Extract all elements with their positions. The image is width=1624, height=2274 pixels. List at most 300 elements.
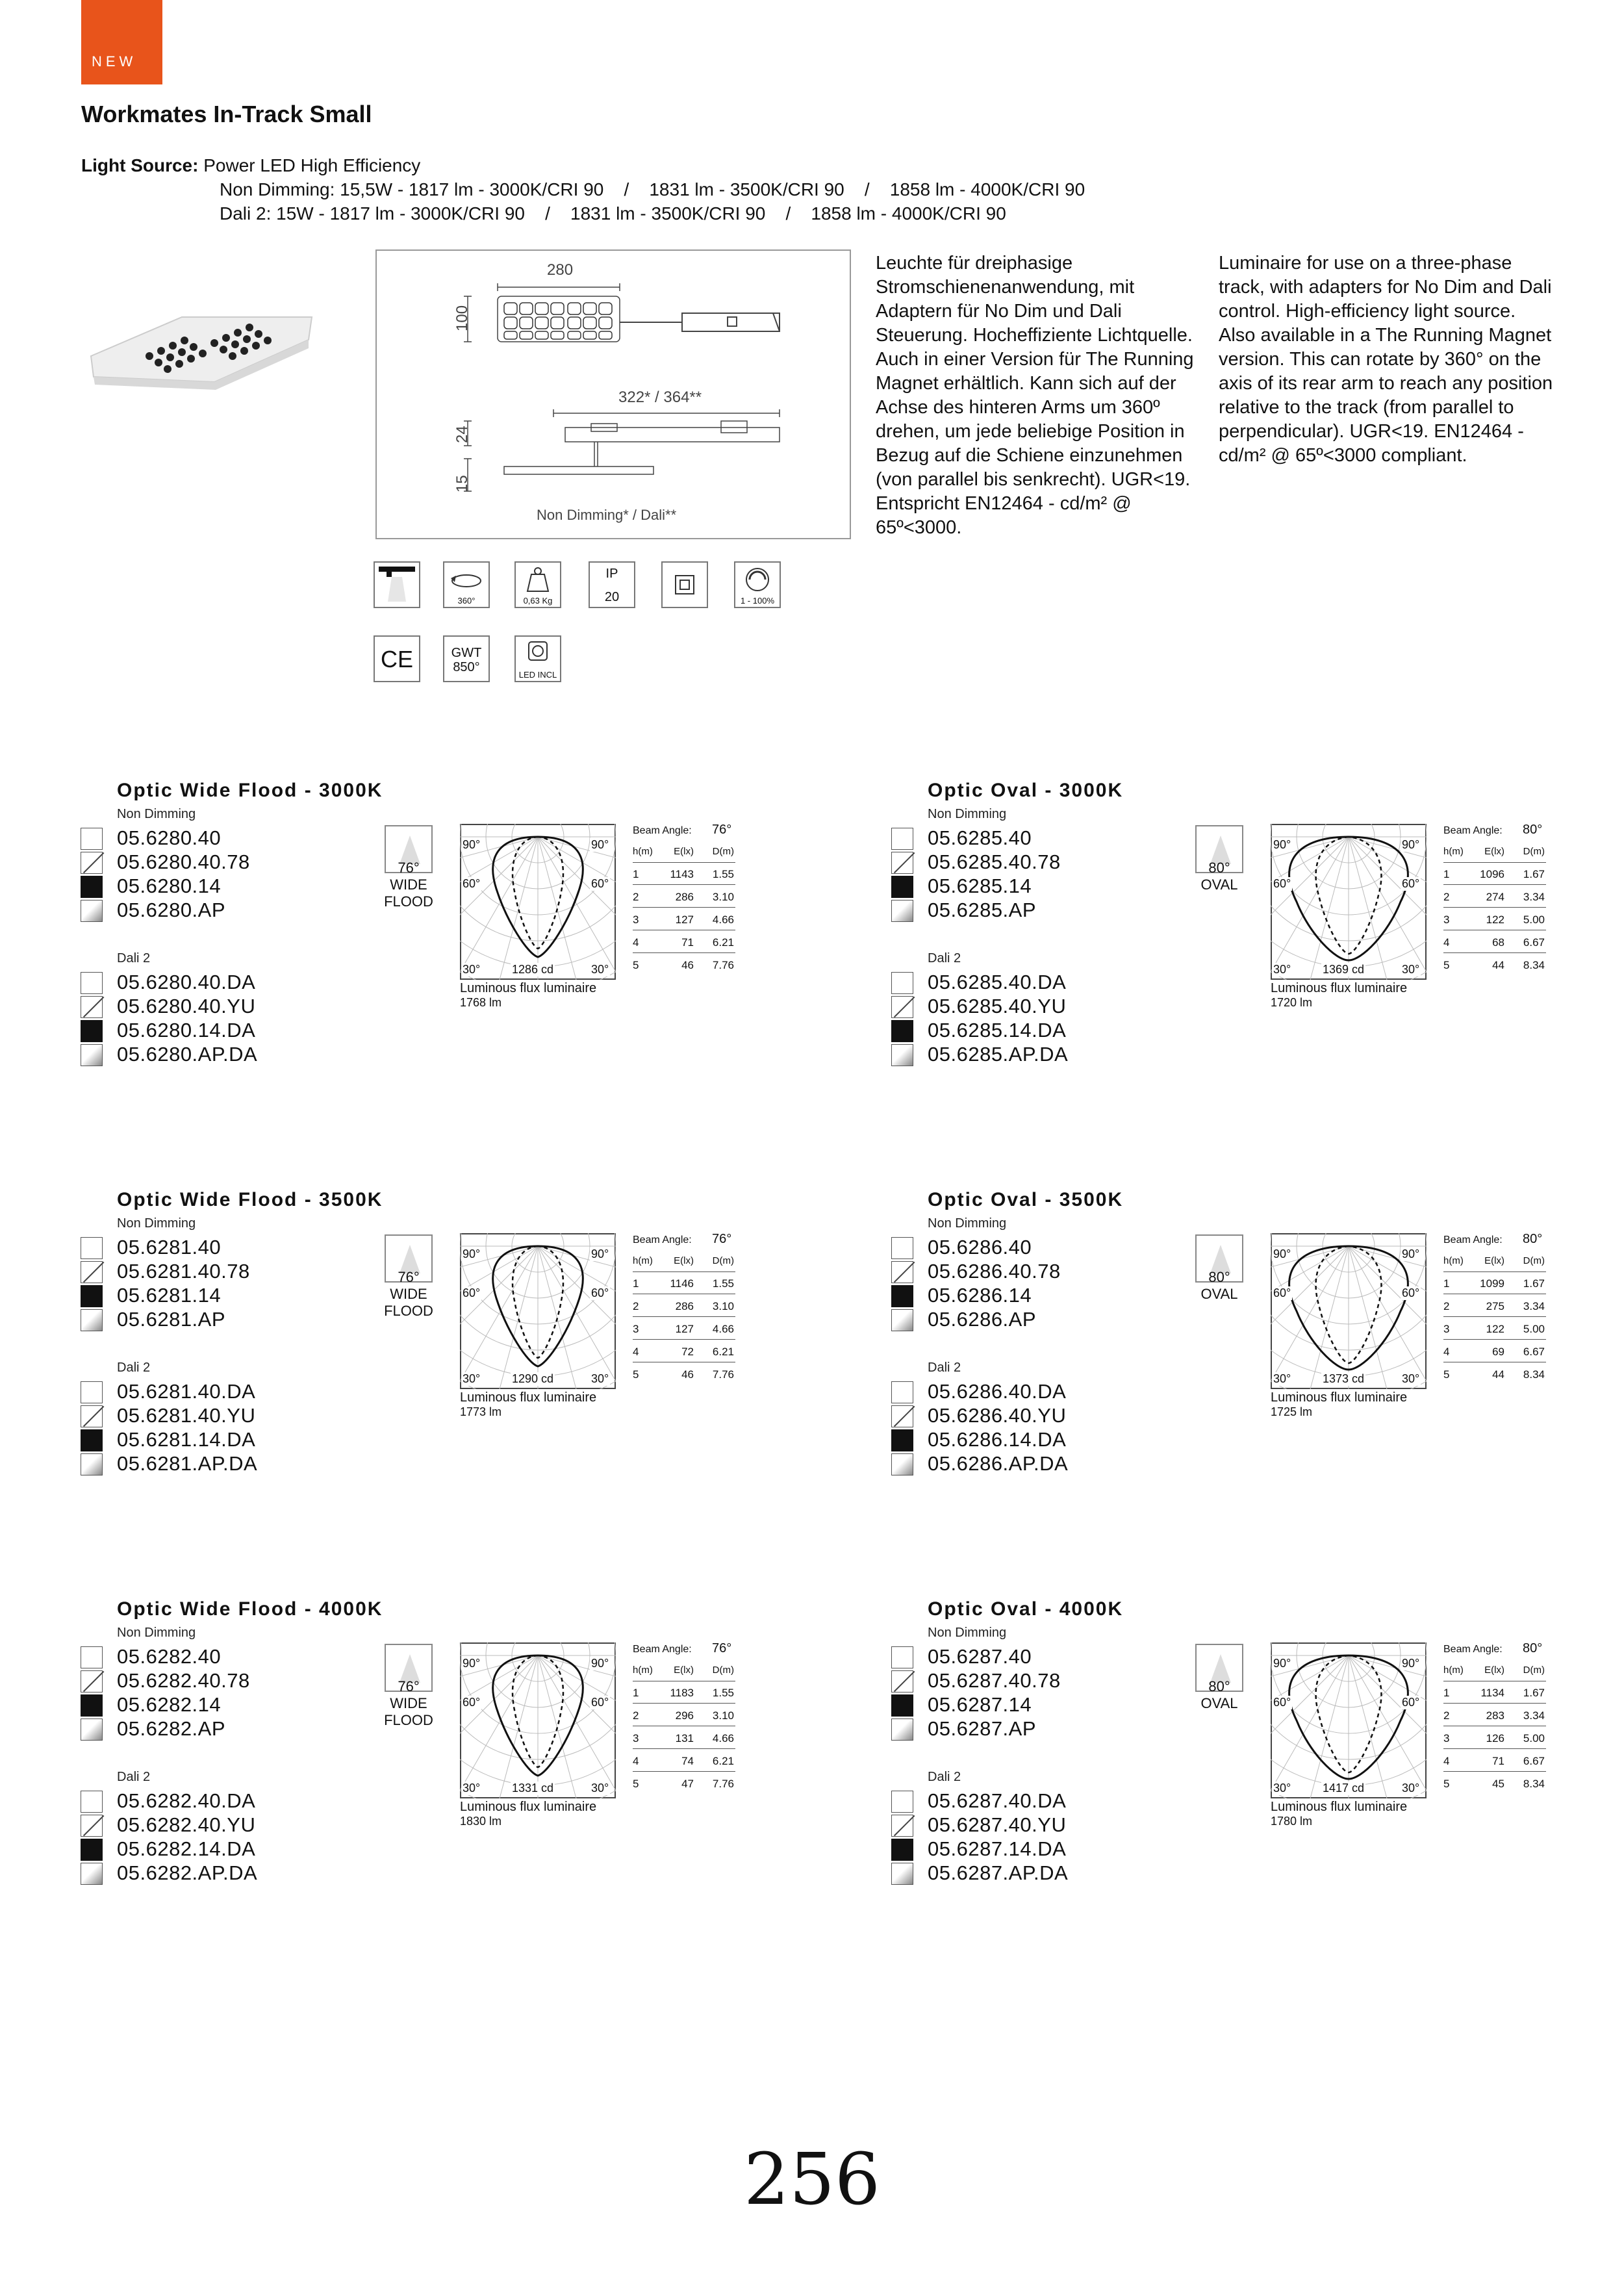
product-code-dali: 05.6280.14.DA <box>117 1019 256 1041</box>
col-d-header: D(m) <box>712 1255 734 1266</box>
gwt-icon <box>443 635 490 682</box>
cell-h: 3 <box>633 1323 639 1335</box>
peak-intensity: 1417 cd <box>1323 1782 1365 1795</box>
col-e-header: E(lx) <box>674 846 694 857</box>
angle-30-left: 30° <box>1273 1372 1291 1385</box>
product-code: 05.6287.AP <box>928 1717 1037 1740</box>
product-code-dali: 05.6281.14.DA <box>117 1428 256 1451</box>
angle-60-right: 60° <box>591 1286 609 1299</box>
finish-swatch <box>81 1044 103 1066</box>
cell-e: 126 <box>1486 1732 1504 1744</box>
angle-90-right: 90° <box>1402 838 1420 851</box>
finish-swatch <box>81 852 103 874</box>
finish-swatch <box>891 1670 913 1693</box>
finish-swatch <box>81 1791 103 1813</box>
table-row <box>1443 1730 1546 1749</box>
non-dimming-label: Non Dimming <box>928 807 1007 821</box>
product-code-dali: 05.6285.40.DA <box>928 971 1067 993</box>
section-title: Optic Oval - 4000K <box>928 1598 1124 1620</box>
col-d-header: D(m) <box>1523 846 1545 857</box>
beam-type-label-2: FLOOD <box>384 893 433 910</box>
non-dimming-label: Non Dimming <box>928 1216 1007 1231</box>
beam-type-label: OVAL <box>1200 1286 1238 1302</box>
angle-60-right: 60° <box>1402 1286 1420 1299</box>
light-source-line3: Dali 2: 15W - 1817 lm - 3000K/CRI 90 / 1831 lm - 3500K/CRI 90 / 1858 lm - 4000K/CRI 90 <box>220 203 1006 224</box>
finish-swatch <box>891 1815 913 1837</box>
dali-label: Dali 2 <box>117 1361 151 1375</box>
col-e-header: E(lx) <box>1484 1255 1504 1266</box>
product-code-dali: 05.6286.40.YU <box>928 1404 1067 1427</box>
cell-h: 2 <box>633 1300 639 1312</box>
angle-30-right: 30° <box>591 1782 609 1795</box>
product-code: 05.6282.40.78 <box>117 1669 250 1692</box>
product-code: 05.6282.40 <box>117 1645 222 1668</box>
beam-angle-value: 76° <box>712 1232 732 1246</box>
ce-label: CE <box>380 646 413 672</box>
angle-90-right: 90° <box>1402 1247 1420 1260</box>
cell-e: 127 <box>675 1323 694 1335</box>
beam-angle-value: 80° <box>1523 1641 1543 1655</box>
finish-swatch <box>891 1453 913 1476</box>
col-h-header: h(m) <box>1443 1255 1464 1266</box>
cell-h: 5 <box>633 959 639 971</box>
angle-90-left: 90° <box>463 838 481 851</box>
finish-swatch <box>81 1261 103 1283</box>
cell-e: 275 <box>1486 1300 1504 1312</box>
finish-swatch <box>891 1718 913 1741</box>
table-header-row <box>633 1662 735 1681</box>
angle-30-left: 30° <box>463 963 481 976</box>
dim-width-label: 280 <box>547 261 574 279</box>
led-included-icon <box>514 635 561 682</box>
cell-h: 4 <box>1443 936 1450 949</box>
angle-30-right: 30° <box>591 963 609 976</box>
col-d-header: D(m) <box>712 846 734 857</box>
gwt-label: GWT <box>451 646 482 660</box>
ip-label: IP <box>605 567 618 581</box>
angle-30-left: 30° <box>1273 963 1291 976</box>
col-e-header: E(lx) <box>1484 846 1504 857</box>
finish-swatch <box>81 1237 103 1259</box>
weight-label: 0,63 Kg <box>523 596 553 606</box>
finish-swatch <box>81 876 103 898</box>
finish-swatch <box>891 852 913 874</box>
col-d-header: D(m) <box>712 1665 734 1676</box>
cell-d: 6.67 <box>1523 936 1545 949</box>
table-header-row <box>1443 1662 1546 1681</box>
cell-d: 8.34 <box>1523 1778 1545 1790</box>
cell-d: 1.67 <box>1523 1687 1545 1699</box>
finish-swatch <box>891 1429 913 1451</box>
product-code-dali: 05.6282.14.DA <box>117 1837 256 1860</box>
cell-e: 1134 <box>1480 1687 1504 1699</box>
product-code-dali: 05.6287.40.YU <box>928 1813 1067 1836</box>
angle-60-right: 60° <box>1402 1696 1420 1709</box>
product-code-dali: 05.6282.AP.DA <box>117 1861 258 1884</box>
table-row <box>633 1275 735 1294</box>
product-code-dali: 05.6281.40.DA <box>117 1380 256 1403</box>
dali-label: Dali 2 <box>928 1770 961 1784</box>
beam-angle-header <box>633 823 732 837</box>
table-row <box>633 1366 735 1385</box>
dali-label: Dali 2 <box>928 1361 961 1375</box>
angle-90-left: 90° <box>463 1657 481 1670</box>
finish-swatch <box>891 828 913 850</box>
finish-swatch <box>81 1020 103 1042</box>
cell-d: 5.00 <box>1523 1732 1545 1744</box>
product-code: 05.6281.14 <box>117 1284 222 1307</box>
table-row <box>1443 1275 1546 1294</box>
table-row <box>633 1297 735 1317</box>
table-row <box>633 934 735 953</box>
col-h-header: h(m) <box>633 1665 653 1676</box>
cell-e: 71 <box>1492 1755 1504 1767</box>
product-code-dali: 05.6287.AP.DA <box>928 1861 1069 1884</box>
class-icon <box>661 561 708 608</box>
angle-90-left: 90° <box>1273 1247 1291 1260</box>
angle-90-right: 90° <box>591 1657 609 1670</box>
angle-30-right: 30° <box>1402 1782 1420 1795</box>
cell-h: 5 <box>1443 1778 1450 1790</box>
finish-swatch <box>891 1237 913 1259</box>
finish-swatch <box>81 1405 103 1427</box>
beam-type-label: OVAL <box>1200 1695 1238 1711</box>
cell-d: 3.10 <box>712 1300 734 1312</box>
description-german: Leuchte für dreiphasige Stromschienenanwendung, mit Adaptern für No Dim und Dali Steuerung. Hocheffiziente Lichtquelle. Auch in einer Version für The Running Magnet erhältlich. Kann sich auf der Achse des hinteren Arms um 360º drehen, um jede beliebige Position in Bezug auf die Schiene einzunehmen (von parallel bis senkrecht). UGR<19. Entspricht EN12464 - cd/m² @ 65º<3000. <box>876 253 1194 538</box>
cell-e: 274 <box>1486 891 1504 903</box>
peak-intensity: 1290 cd <box>512 1372 554 1385</box>
cell-e: 68 <box>1492 936 1504 949</box>
cell-d: 5.00 <box>1523 913 1545 926</box>
product-code-dali: 05.6286.AP.DA <box>928 1452 1069 1475</box>
finish-swatch <box>81 996 103 1018</box>
section-title: Optic Wide Flood - 3500K <box>117 1189 383 1210</box>
cell-d: 3.34 <box>1523 891 1545 903</box>
angle-30-right: 30° <box>591 1372 609 1385</box>
dali-label: Dali 2 <box>928 951 961 965</box>
cell-d: 5.00 <box>1523 1323 1545 1335</box>
cell-e: 69 <box>1492 1346 1504 1358</box>
col-d-header: D(m) <box>1523 1255 1545 1266</box>
luminous-flux-value: 1768 lm <box>460 996 502 1009</box>
cell-h: 3 <box>633 913 639 926</box>
table-header-row <box>633 1253 735 1272</box>
luminous-flux-label: Luminous flux luminaire <box>460 1800 597 1814</box>
finish-swatch <box>891 1791 913 1813</box>
cell-h: 4 <box>1443 1755 1450 1767</box>
beam-angle-value: 76° <box>712 1641 732 1655</box>
ip-rating-icon <box>589 561 635 608</box>
finish-swatch <box>81 1863 103 1885</box>
beam-angle-header <box>1443 1641 1543 1655</box>
cell-h: 2 <box>633 1709 639 1722</box>
angle-60-left: 60° <box>463 1286 481 1299</box>
product-code-dali: 05.6282.40.DA <box>117 1789 256 1812</box>
angle-30-right: 30° <box>1402 1372 1420 1385</box>
gwt-temp: 850° <box>453 660 480 674</box>
cell-d: 3.34 <box>1523 1709 1545 1722</box>
angle-30-left: 30° <box>463 1782 481 1795</box>
cell-h: 4 <box>633 1755 639 1767</box>
product-code: 05.6287.40 <box>928 1645 1032 1668</box>
table-row <box>1443 1752 1546 1772</box>
cell-d: 6.21 <box>712 936 734 949</box>
cell-e: 46 <box>681 1368 694 1381</box>
cell-e: 127 <box>675 913 694 926</box>
beam-angle-text: Beam Angle: <box>1443 1644 1503 1655</box>
beam-type-label: WIDE <box>390 1286 427 1302</box>
beam-angle-value: 80° <box>1523 1232 1543 1246</box>
weight-icon <box>514 561 561 608</box>
beam-angle-label: 80° <box>1208 1678 1230 1694</box>
angle-60-left: 60° <box>463 1696 481 1709</box>
non-dimming-label: Non Dimming <box>117 1216 196 1231</box>
table-row <box>633 1730 735 1749</box>
cell-e: 44 <box>1492 959 1504 971</box>
cell-e: 71 <box>681 936 694 949</box>
luminous-flux-label: Luminous flux luminaire <box>460 1390 597 1405</box>
angle-90-left: 90° <box>1273 838 1291 851</box>
finish-swatch <box>81 1815 103 1837</box>
angle-90-right: 90° <box>591 838 609 851</box>
peak-intensity: 1373 cd <box>1323 1372 1365 1385</box>
dim-15-label: 15 <box>453 475 471 492</box>
cell-d: 4.66 <box>712 913 734 926</box>
ce-icon <box>374 635 420 682</box>
product-code: 05.6286.14 <box>928 1284 1032 1307</box>
cell-h: 2 <box>1443 1709 1450 1722</box>
dimming-icon <box>734 561 781 608</box>
angle-60-right: 60° <box>591 1696 609 1709</box>
product-code-dali: 05.6287.14.DA <box>928 1837 1067 1860</box>
cell-e: 74 <box>681 1755 694 1767</box>
table-row <box>633 1320 735 1340</box>
cell-e: 122 <box>1486 1323 1504 1335</box>
angle-90-right: 90° <box>1402 1657 1420 1670</box>
finish-swatch <box>81 828 103 850</box>
luminous-flux-label: Luminous flux luminaire <box>460 981 597 995</box>
table-row <box>1443 1297 1546 1317</box>
angle-30-right: 30° <box>1402 963 1420 976</box>
dimming-label: 1 - 100% <box>740 596 775 606</box>
cell-e: 283 <box>1486 1709 1504 1722</box>
beam-angle-value: 76° <box>712 823 732 837</box>
finish-swatch <box>81 1646 103 1668</box>
cell-h: 1 <box>633 1687 639 1699</box>
product-code: 05.6286.40.78 <box>928 1260 1061 1283</box>
beam-angle-value: 80° <box>1523 823 1543 837</box>
cell-h: 2 <box>1443 891 1450 903</box>
peak-intensity: 1286 cd <box>512 963 554 976</box>
cell-d: 4.66 <box>712 1732 734 1744</box>
cell-h: 3 <box>1443 1323 1450 1335</box>
finish-swatch <box>891 1839 913 1861</box>
dali-label: Dali 2 <box>117 951 151 965</box>
cell-h: 4 <box>633 936 639 949</box>
cell-h: 4 <box>633 1346 639 1358</box>
product-code-dali: 05.6280.40.DA <box>117 971 256 993</box>
col-e-header: E(lx) <box>1484 1665 1504 1676</box>
beam-angle-text: Beam Angle: <box>633 825 692 836</box>
finish-swatch <box>891 1309 913 1331</box>
finish-swatch <box>81 1429 103 1451</box>
table-row <box>1443 1707 1546 1726</box>
table-row <box>1443 1684 1546 1704</box>
peak-intensity: 1331 cd <box>512 1782 554 1795</box>
finish-swatch <box>81 900 103 922</box>
finish-swatch <box>81 1839 103 1861</box>
diagram-caption: Non Dimming* / Dali** <box>537 507 677 523</box>
cell-d: 6.21 <box>712 1346 734 1358</box>
table-row <box>633 1752 735 1772</box>
cell-e: 1099 <box>1480 1277 1504 1290</box>
non-dimming-label: Non Dimming <box>117 807 196 821</box>
cell-d: 6.67 <box>1523 1346 1545 1358</box>
dim-24-label: 24 <box>453 426 471 443</box>
luminous-flux-label: Luminous flux luminaire <box>1271 1800 1408 1814</box>
cell-d: 3.34 <box>1523 1300 1545 1312</box>
cell-d: 6.21 <box>712 1755 734 1767</box>
cell-d: 1.55 <box>712 868 734 880</box>
product-code-dali: 05.6280.AP.DA <box>117 1043 258 1066</box>
illuminance-table <box>1443 1641 1546 1800</box>
finish-swatch <box>81 1285 103 1307</box>
product-code-dali: 05.6282.40.YU <box>117 1813 256 1836</box>
finish-swatch <box>891 900 913 922</box>
finish-swatch <box>891 1285 913 1307</box>
finish-swatch <box>891 1020 913 1042</box>
table-row <box>633 1707 735 1726</box>
table-row <box>1443 956 1546 976</box>
ip-value: 20 <box>604 590 620 604</box>
cell-h: 2 <box>1443 1300 1450 1312</box>
angle-60-right: 60° <box>1402 877 1420 890</box>
col-d-header: D(m) <box>1523 1665 1545 1676</box>
light-source-line2: Non Dimming: 15,5W - 1817 lm - 3000K/CRI 90 / 1831 lm - 3500K/CRI 90 / 1858 lm - 4000K/CRI 90 <box>220 179 1085 199</box>
beam-angle-text: Beam Angle: <box>633 1234 692 1246</box>
product-code: 05.6280.AP <box>117 899 226 921</box>
finish-swatch <box>891 1381 913 1403</box>
finish-swatch <box>891 876 913 898</box>
product-photo <box>84 304 318 395</box>
cell-h: 1 <box>1443 1687 1450 1699</box>
product-code: 05.6280.40.78 <box>117 850 250 873</box>
cell-e: 47 <box>681 1778 694 1790</box>
finish-swatch <box>81 1453 103 1476</box>
illuminance-table <box>1443 825 1546 981</box>
beam-angle-label: 80° <box>1208 1269 1230 1285</box>
beam-angle-header <box>1443 823 1543 837</box>
product-code: 05.6286.40 <box>928 1236 1032 1258</box>
section-title: Optic Oval - 3500K <box>928 1189 1124 1210</box>
cell-d: 3.10 <box>712 1709 734 1722</box>
col-h-header: h(m) <box>1443 1665 1464 1676</box>
cell-e: 45 <box>1492 1778 1504 1790</box>
beam-angle-header <box>1443 1232 1543 1246</box>
beam-type-label: OVAL <box>1200 876 1238 893</box>
angle-60-right: 60° <box>591 877 609 890</box>
product-code: 05.6287.40.78 <box>928 1669 1061 1692</box>
cell-e: 1096 <box>1480 868 1504 880</box>
angle-60-left: 60° <box>463 877 481 890</box>
finish-swatch <box>81 1718 103 1741</box>
page-title: Workmates In-Track Small <box>81 101 372 127</box>
product-code: 05.6281.40.78 <box>117 1260 250 1283</box>
cell-e: 72 <box>681 1346 694 1358</box>
non-dimming-label: Non Dimming <box>117 1626 196 1640</box>
cell-h: 1 <box>633 868 639 880</box>
finish-swatch <box>81 972 103 994</box>
col-e-header: E(lx) <box>674 1255 694 1266</box>
finish-swatch <box>891 996 913 1018</box>
track-icon <box>374 561 420 608</box>
illuminance-table <box>633 1234 735 1390</box>
section-title: Optic Wide Flood - 4000K <box>117 1598 383 1620</box>
description-english: Luminaire for use on a three-phase track, with adapters for No Dim and Dali control. High-efficiency light source. Also available in a The Running Magnet version. This can rotate by 360° on the axis of its rear arm to reach any position relative to the track (from parallel to perpendicular). UGR<19. EN12464 - cd/m² @ 65º<3000 compliant. <box>1219 253 1553 466</box>
finish-swatch <box>81 1694 103 1717</box>
finish-swatch <box>81 1309 103 1331</box>
rotation-icon <box>443 561 490 608</box>
table-row <box>633 956 735 976</box>
cell-d: 7.76 <box>712 1368 734 1381</box>
beam-angle-label: 80° <box>1208 860 1230 876</box>
angle-60-left: 60° <box>1273 1286 1291 1299</box>
new-badge-label: NEW <box>92 53 137 70</box>
rotation-label: 360° <box>457 596 476 606</box>
table-row <box>633 911 735 930</box>
product-code: 05.6285.14 <box>928 875 1032 897</box>
cell-d: 1.67 <box>1523 1277 1545 1290</box>
luminous-flux-value: 1773 lm <box>460 1405 502 1418</box>
finish-swatch <box>81 1381 103 1403</box>
table-header-row <box>1443 843 1546 863</box>
table-header-row <box>1443 1253 1546 1272</box>
finish-swatch <box>81 1670 103 1693</box>
cell-e: 44 <box>1492 1368 1504 1381</box>
cell-e: 122 <box>1486 913 1504 926</box>
col-h-header: h(m) <box>633 1255 653 1266</box>
table-row <box>1443 1343 1546 1362</box>
product-code-dali: 05.6281.40.YU <box>117 1404 256 1427</box>
cell-e: 46 <box>681 959 694 971</box>
table-row <box>633 865 735 885</box>
product-code-dali: 05.6285.14.DA <box>928 1019 1067 1041</box>
cell-h: 2 <box>633 891 639 903</box>
col-h-header: h(m) <box>633 846 653 857</box>
cell-h: 5 <box>1443 1368 1450 1381</box>
product-code-dali: 05.6281.AP.DA <box>117 1452 258 1475</box>
dim-height-label: 100 <box>453 305 471 331</box>
finish-swatch <box>891 1694 913 1717</box>
page-number: 256 <box>744 2138 880 2221</box>
luminous-flux-value: 1720 lm <box>1271 996 1313 1009</box>
product-code: 05.6285.40.78 <box>928 850 1061 873</box>
product-code: 05.6281.AP <box>117 1308 226 1331</box>
angle-60-left: 60° <box>1273 877 1291 890</box>
dimension-diagram <box>375 249 851 539</box>
table-header-row <box>633 843 735 863</box>
beam-angle-text: Beam Angle: <box>633 1644 692 1655</box>
angle-30-left: 30° <box>463 1372 481 1385</box>
luminous-flux-label: Luminous flux luminaire <box>1271 981 1408 995</box>
section-title: Optic Oval - 3000K <box>928 780 1124 801</box>
beam-angle-label: 76° <box>398 1678 420 1694</box>
cell-d: 4.66 <box>712 1323 734 1335</box>
cell-h: 1 <box>1443 1277 1450 1290</box>
product-code-dali: 05.6280.40.YU <box>117 995 256 1017</box>
beam-angle-label: 76° <box>398 1269 420 1285</box>
cell-d: 1.55 <box>712 1277 734 1290</box>
